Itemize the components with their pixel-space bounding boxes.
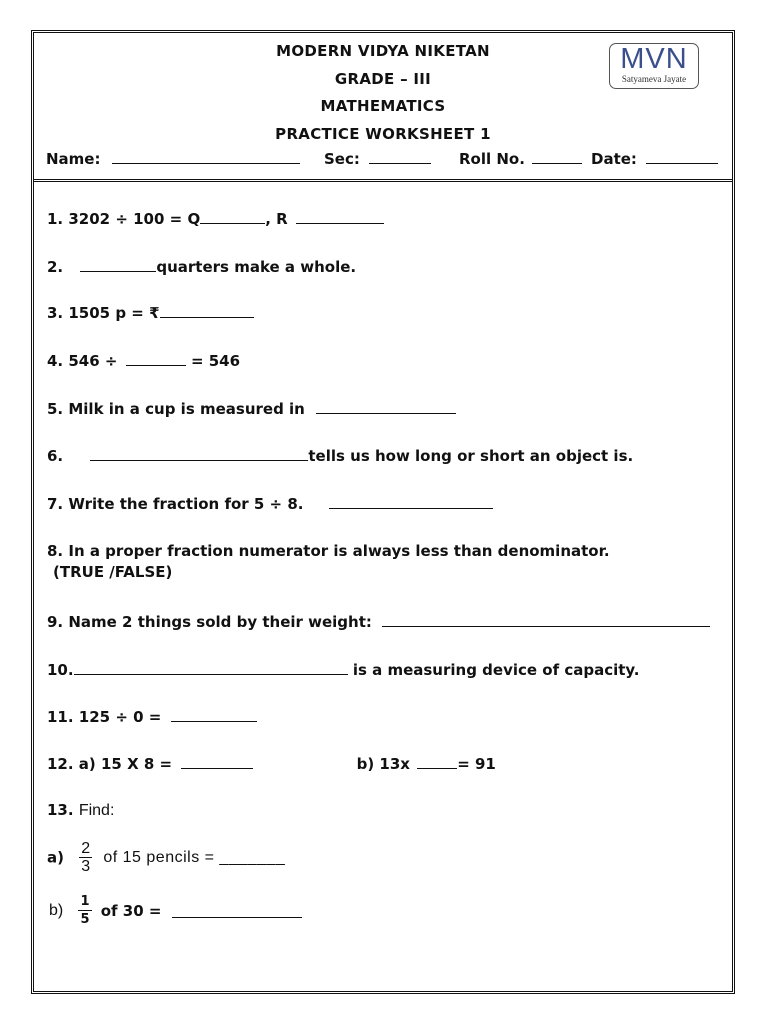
- q7-text: 7. Write the fraction for 5 ÷ 8.: [47, 495, 304, 513]
- section-field: [324, 150, 431, 168]
- q13-find-label: Find:: [78, 802, 115, 819]
- q12b-text: b) 13x: [356, 755, 410, 773]
- school-name: MODERN VIDYA NIKETAN: [276, 42, 490, 60]
- q13a-text: of 15 pencils = _______: [103, 848, 286, 866]
- name-field: [46, 150, 300, 168]
- q12b-result: = 91: [457, 755, 496, 773]
- subject-title: MATHEMATICS: [320, 97, 446, 115]
- q11-text: 11. 125 ÷ 0 =: [47, 708, 162, 726]
- q3-text: 3. 1505 p = ₹: [47, 304, 160, 322]
- question-13: [47, 801, 114, 820]
- question-2: [47, 258, 356, 276]
- q1-remainder-blank: [296, 210, 384, 224]
- school-logo: [609, 43, 699, 89]
- q13b-text: of 30 =: [100, 901, 162, 920]
- date-blank: [646, 150, 718, 164]
- question-3: [47, 304, 254, 322]
- worksheet-frame: [31, 30, 735, 994]
- worksheet-header: [34, 33, 732, 182]
- q5-text: 5. Milk in a cup is measured in: [47, 400, 305, 418]
- question-1: [47, 210, 384, 228]
- question-6: [47, 447, 633, 465]
- q12a-text: 12. a) 15 X 8 =: [47, 755, 173, 773]
- q13a-fraction: [79, 840, 92, 875]
- q5-blank: [316, 400, 456, 414]
- question-5: [47, 400, 456, 418]
- q9-text: 9. Name 2 things sold by their weight:: [47, 613, 372, 631]
- q13b-label: b): [49, 901, 64, 919]
- roll-field: [459, 150, 582, 168]
- q9-blank: [382, 613, 710, 627]
- question-13b: [47, 893, 302, 928]
- q13a-numerator: 2: [81, 840, 91, 857]
- grade-title: GRADE – III: [334, 70, 432, 88]
- logo-text: MVN: [620, 43, 688, 75]
- q13a-label: a): [47, 848, 64, 867]
- q10-number: 10.: [47, 661, 74, 679]
- roll-blank: [532, 150, 582, 164]
- q13b-fraction: [78, 893, 91, 928]
- q8-text: 8. In a proper fraction numerator is always less than denominator.: [47, 542, 610, 560]
- q3-blank: [160, 304, 254, 318]
- q4-result: = 546: [190, 352, 241, 370]
- question-13a: [47, 840, 285, 875]
- worksheet-title: PRACTICE WORKSHEET 1: [275, 125, 491, 143]
- q10-text: is a measuring device of capacity.: [352, 661, 640, 679]
- question-4: [47, 352, 240, 370]
- q2-blank: [80, 258, 156, 272]
- date-field: [591, 150, 718, 168]
- roll-label: Roll No.: [459, 150, 525, 168]
- q1-quotient-blank: [200, 210, 265, 224]
- date-label: Date:: [591, 150, 637, 168]
- q1-remainder-label: , R: [265, 210, 288, 228]
- question-7: [47, 495, 493, 513]
- q11-blank: [171, 708, 257, 722]
- q4-blank: [126, 352, 186, 366]
- q12a-blank: [181, 755, 253, 769]
- q7-blank: [329, 495, 493, 509]
- q1-text: 1. 3202 ÷ 100 = Q: [47, 210, 201, 228]
- q2-number: 2.: [47, 258, 64, 276]
- sec-label: Sec:: [324, 150, 360, 168]
- q12b-blank: [417, 755, 457, 769]
- q4-text: 4. 546 ÷: [47, 352, 118, 370]
- q13b-numerator: 1: [80, 894, 90, 909]
- q2-text: quarters make a whole.: [156, 258, 357, 276]
- q8-options: (TRUE /FALSE): [53, 563, 173, 581]
- logo-tagline: Satyameva Jayate: [621, 74, 687, 84]
- question-8: [47, 542, 610, 581]
- q13a-denominator: 3: [81, 858, 91, 875]
- q13-number: 13.: [47, 801, 74, 819]
- q13b-blank: [172, 904, 302, 918]
- q10-blank: [74, 661, 348, 675]
- question-9: [47, 613, 710, 631]
- question-10: [47, 661, 640, 679]
- q13b-denominator: 5: [80, 912, 90, 927]
- name-label: Name:: [46, 150, 101, 168]
- question-11: [47, 708, 257, 726]
- q6-number: 6.: [47, 447, 64, 465]
- sec-blank: [369, 150, 431, 164]
- name-blank: [112, 150, 300, 164]
- question-12: [47, 755, 496, 773]
- q6-blank: [90, 447, 308, 461]
- q6-text: tells us how long or short an object is.: [308, 447, 634, 465]
